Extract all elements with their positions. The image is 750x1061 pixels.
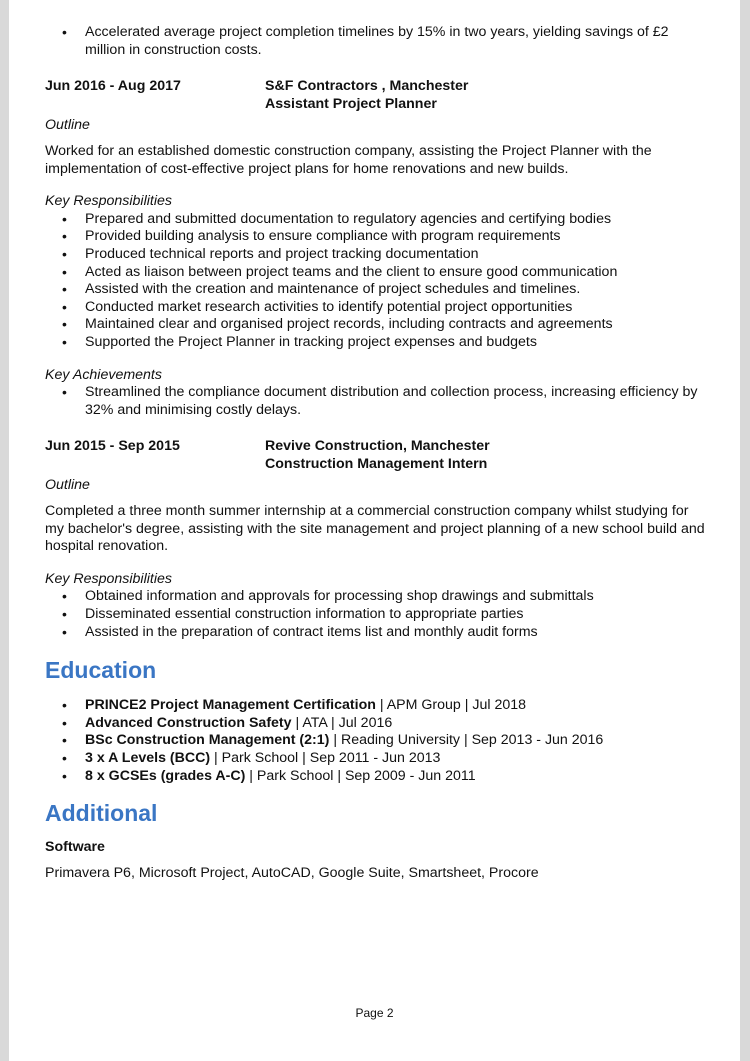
education-name: 3 x A Levels (BCC): [85, 750, 211, 766]
job-entry: [45, 438, 705, 641]
education-name: BSc Construction Management (2:1): [85, 732, 330, 749]
achievement-item: • Accelerated average project completion timelines by 15% in two years, yielding savings of £2 million in construction costs.: [45, 24, 705, 59]
job-org: [265, 438, 490, 473]
job-title: Construction Management Intern: [265, 455, 488, 472]
list-item: • Obtained information and approvals for processing shop drawings and submittals: [45, 588, 705, 606]
job-dates: Jun 2016 - Aug 2017: [45, 78, 181, 95]
list-item: • Streamlined the compliance document distribution and collection process, increasing efficiency by 32% and minimising costly delays.: [45, 384, 705, 419]
education-list: [45, 697, 705, 785]
responsibilities-list: [45, 588, 705, 641]
outline-label: Outline: [45, 117, 90, 134]
list-item: • Maintained clear and organised project records, including contracts and agreements: [45, 316, 705, 334]
list-item: • Conducted market research activities to identify potential project opportunities: [45, 299, 705, 317]
software-list: Primavera P6, Microsoft Project, AutoCAD, Google Suite, Smartsheet, Procore: [45, 864, 539, 881]
list-item: • Assisted in the preparation of contract items list and monthly audit forms: [45, 624, 705, 642]
list-item: • Provided building analysis to ensure compliance with program requirements: [45, 228, 705, 246]
job-org: [265, 78, 468, 113]
outline-label: Outline: [45, 477, 90, 494]
job-company: S&F Contractors , Manchester: [265, 78, 469, 95]
responsibilities-label: Key Responsibilities: [45, 570, 172, 587]
education-name: PRINCE2 Project Management Certification: [85, 697, 376, 714]
page-number: Page 2: [355, 1006, 394, 1020]
resume-page: [9, 0, 740, 1061]
job-title: Assistant Project Planner: [265, 95, 437, 112]
education-details: | Park School | Sep 2009 - Jun 2011: [245, 767, 476, 784]
additional-heading: Additional: [45, 800, 158, 827]
previous-job-achievements: [45, 24, 705, 59]
list-item: • Produced technical reports and project tracking documentation: [45, 246, 705, 264]
job-entry: [45, 78, 705, 419]
responsibilities-list: [45, 211, 705, 352]
job-header: [45, 78, 705, 113]
list-item: • Prepared and submitted documentation to regulatory agencies and certifying bodies: [45, 211, 705, 229]
education-details: | APM Group | Jul 2018: [375, 697, 527, 714]
job-company: Revive Construction, Manchester: [265, 438, 490, 455]
education-item: [45, 697, 705, 715]
job-outline: Worked for an established domestic construction company, assisting the Project Planner with the implementation of cost-effective project plans for home renovations and new builds.: [45, 142, 652, 177]
education-item: [45, 732, 705, 750]
software-label: Software: [45, 839, 105, 856]
job-outline: Completed a three month summer internship at a commercial construction company whilst studying for my bachelor's degree, assisting with the site management and project planning of a new school build and hospital renovation.: [45, 503, 705, 555]
achievements-list: [45, 384, 705, 419]
education-name: Advanced Construction Safety: [85, 714, 292, 731]
education-item: [45, 750, 705, 768]
achievements-label: Key Achievements: [45, 366, 162, 383]
education-details: | Park School | Sep 2011 - Jun 2013: [210, 750, 441, 766]
education-details: | Reading University | Sep 2013 - Jun 2016: [329, 732, 604, 749]
list-item: • Acted as liaison between project teams and the client to ensure good communication: [45, 264, 705, 282]
education-item: [45, 768, 705, 786]
job-dates: Jun 2015 - Sep 2015: [45, 438, 180, 455]
list-item: • Assisted with the creation and maintenance of project schedules and timelines.: [45, 281, 705, 299]
education-name: 8 x GCSEs (grades A-C): [85, 767, 246, 784]
list-item: • Supported the Project Planner in tracking project expenses and budgets: [45, 334, 705, 352]
resume-content: [45, 24, 705, 882]
job-header: [45, 438, 705, 473]
education-item: [45, 715, 705, 733]
list-item: • Disseminated essential construction information to appropriate parties: [45, 606, 705, 624]
education-details: | ATA | Jul 2016: [291, 714, 393, 731]
responsibilities-label: Key Responsibilities: [45, 193, 172, 210]
education-heading: Education: [45, 657, 157, 684]
